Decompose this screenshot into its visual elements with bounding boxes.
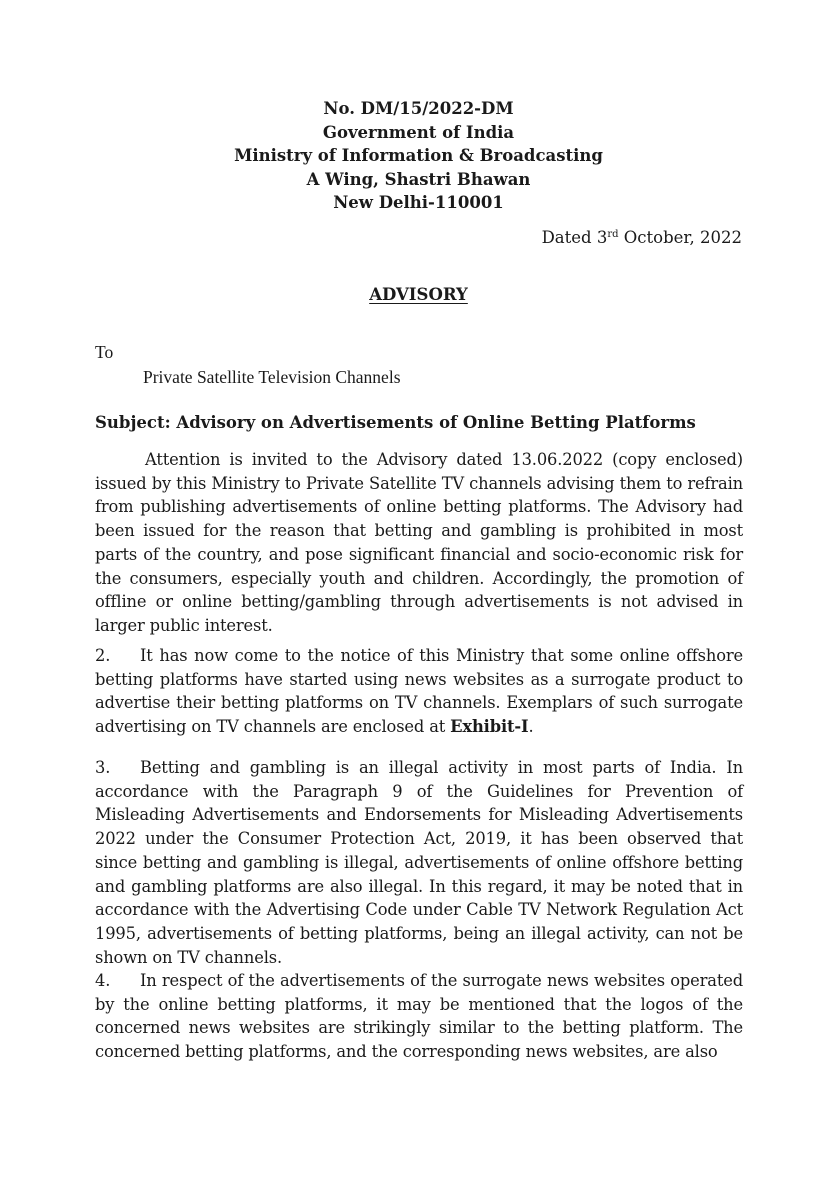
office-address: A Wing, Shastri Bhawan xyxy=(306,169,531,189)
to-label: To xyxy=(95,342,114,362)
letterhead xyxy=(0,97,837,215)
date-prefix: Dated 3 xyxy=(541,228,608,247)
paragraph-4 xyxy=(95,969,743,1064)
date-suffix: October, 2022 xyxy=(618,228,742,247)
date-ordinal: rd xyxy=(607,229,619,240)
recipient: Private Satellite Television Channels xyxy=(143,367,401,387)
paragraph-number: 4. xyxy=(95,971,111,990)
paragraph-text: In respect of the advertisements of the surrogate news websites operated by the online betting platforms, it may be mentioned that the logos of the concerned news websites are strikingly similar to the betting platform. The concerned betting platforms, and the corresponding news websites, are also xyxy=(95,971,743,1062)
ministry-name: Ministry of Information & Broadcasting xyxy=(234,146,603,165)
paragraph-end: . xyxy=(528,717,534,737)
paragraph-3 xyxy=(95,756,743,969)
exhibit-reference: Exhibit-I xyxy=(450,717,529,737)
paragraph-1: Attention is invited to the Advisory dated 13.06.2022 (copy enclosed) issued by this Ministry to Private Satellite TV channels advising them to refrain from publishing advertisements of online betting platforms. The Advisory had been issued for the reason that betting and gambling is prohibited in most parts of the country, and pose significant financial and socio-economic risk for the consumers, especially youth and children. Accordingly, the promotion of offline or online betting/gambling through advertisements is not advised in larger public interest. xyxy=(95,450,743,635)
city-pincode: New Delhi-110001 xyxy=(333,193,504,212)
document-date xyxy=(542,224,742,249)
paragraph-text: It has now come to the notice of this Ministry that some online offshore betting platforms have started using news websites as a surrogate product to advertise their betting platforms on TV channels. Exemplars of such surrogate advertising on TV channels are enclosed at xyxy=(95,646,743,737)
paragraph-2 xyxy=(95,644,743,739)
paragraph-number: 2. xyxy=(95,646,111,665)
subject-line: Subject: Advisory on Advertisements of Online Betting Platforms xyxy=(95,413,696,432)
government-name: Government of India xyxy=(322,122,515,142)
paragraph-text: Betting and gambling is an illegal activity in most parts of India. In accordance with the Paragraph 9 of the Guidelines for Prevention of Misleading Advertisements and Endorsements for Misleading Advertisements 2022 under the Consumer Protection Act, 2019, it has been observed that since betting and gambling is illegal, advertisements of online offshore betting and gambling platforms are also illegal. In this regard, it may be noted that in accordance with the Advertising Code under Cable TV Network Regulation Act 1995, advertisements of betting platforms, being an illegal activity, can not be shown on TV channels. xyxy=(95,758,743,967)
document-title: ADVISORY xyxy=(369,285,468,304)
reference-number: No. DM/15/2022-DM xyxy=(323,99,514,118)
paragraph-number: 3. xyxy=(95,758,111,777)
